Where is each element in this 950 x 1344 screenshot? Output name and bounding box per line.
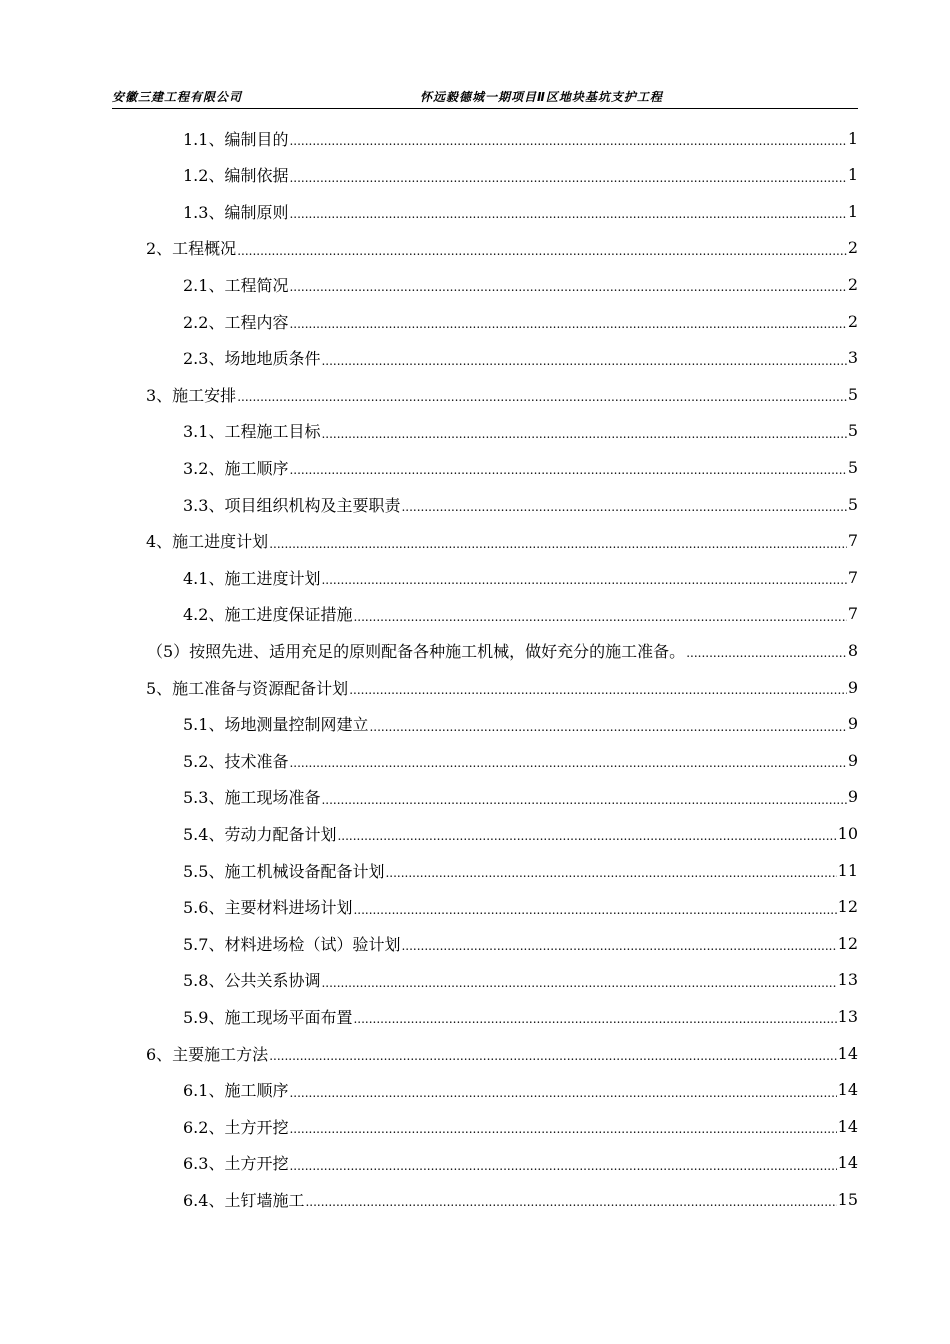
toc-entry-page-number: 12 [837,897,858,917]
toc-dot-leader [289,1160,836,1181]
toc-entry-title: 5、施工准备与资源配备计划 [146,678,349,698]
toc-entry[interactable] [183,1181,858,1217]
toc-entry-page-number: 2 [847,238,858,258]
toc-entry-title: 5.6、主要材料进场计划 [183,898,353,918]
toc-dot-leader [369,721,846,742]
toc-entry[interactable] [146,669,858,705]
toc-entry-title: 6.2、土方开挖 [183,1117,289,1137]
toc-entry-title: 4.1、施工进度计划 [183,568,321,588]
toc-dot-leader [289,1087,836,1108]
toc-dot-leader [289,208,846,229]
toc-entry[interactable] [183,1072,858,1108]
toc-dot-leader [385,867,836,888]
toc-entry-page-number: 2 [847,274,858,294]
toc-entry[interactable] [183,559,858,595]
toc-dot-leader [289,172,846,193]
toc-dot-leader [686,647,847,668]
toc-entry-page-number: 1 [847,128,858,148]
toc-dot-leader [337,830,836,851]
toc-entry-page-number: 9 [847,714,858,734]
toc-dot-leader [289,318,846,339]
toc-entry-title: 2.3、场地地质条件 [183,349,321,369]
toc-entry-page-number: 14 [837,1080,858,1100]
toc-entry-title: 5.4、劳动力配备计划 [183,824,337,844]
toc-entry[interactable] [183,340,858,376]
toc-entry-page-number: 9 [847,787,858,807]
toc-entry-page-number: 1 [847,201,858,221]
toc-dot-leader [353,611,846,632]
toc-dot-leader [289,464,846,485]
toc-entry[interactable] [146,230,858,266]
toc-entry[interactable] [183,815,858,851]
toc-entry-page-number: 15 [837,1189,858,1209]
toc-entry-title: 4.2、施工进度保证措施 [183,605,353,625]
toc-dot-leader [321,355,846,376]
toc-entry[interactable] [183,303,858,339]
toc-entry[interactable] [183,742,858,778]
toc-entry-page-number: 14 [837,1153,858,1173]
toc-dot-leader [353,904,836,925]
toc-entry-title: 5.1、场地测量控制网建立 [183,715,369,735]
toc-entry-page-number: 5 [847,421,858,441]
toc-dot-leader [269,1050,836,1071]
toc-entry[interactable] [183,706,858,742]
toc-entry[interactable] [183,413,858,449]
toc-dot-leader [321,428,846,449]
toc-entry-page-number: 11 [837,860,858,880]
toc-entry-title: 2.1、工程简况 [183,275,289,295]
toc-entry-title: 5.9、施工现场平面布置 [183,1007,353,1027]
toc-entry[interactable] [183,596,858,632]
toc-entry-page-number: 14 [837,1043,858,1063]
toc-dot-leader [349,684,847,705]
toc-entry-title: 6、主要施工方法 [146,1044,269,1064]
toc-entry[interactable] [183,120,858,156]
toc-entry-title: 5.3、施工现场准备 [183,788,321,808]
toc-entry[interactable] [183,157,858,193]
toc-entry-title: 6.4、土钉墙施工 [183,1190,305,1210]
toc-entry-page-number: 7 [847,531,858,551]
toc-entry[interactable] [183,266,858,302]
toc-dot-leader [305,1196,836,1217]
header-company: 安徽三建工程有限公司 [112,90,243,104]
toc-dot-leader [269,538,847,559]
toc-dot-leader [401,501,846,522]
toc-entry-page-number: 5 [847,457,858,477]
toc-entry[interactable] [183,1108,858,1144]
toc-entry-title: 3.2、施工顺序 [183,458,289,478]
toc-entry-title: 5.7、材料进场检（试）验计划 [183,934,401,954]
toc-entry-title: 3、施工安排 [146,385,237,405]
toc-dot-leader [289,757,846,778]
toc-entry[interactable] [183,449,858,485]
toc-dot-leader [321,977,836,998]
toc-entry-page-number: 8 [847,640,858,660]
toc-entry-page-number: 2 [847,311,858,331]
toc-entry[interactable] [146,1035,858,1071]
header-project-title: 怀远毅德城一期项目Ⅱ区地块基坑支护工程 [420,90,663,104]
toc-entry[interactable] [183,193,858,229]
toc-entry[interactable] [183,1145,858,1181]
toc-entry-page-number: 14 [837,1116,858,1136]
toc-dot-leader [289,281,846,302]
toc-entry-title: 1.2、编制依据 [183,166,289,186]
toc-entry-title: 2、工程概况 [146,239,237,259]
toc-entry-page-number: 9 [847,750,858,770]
toc-entry-title: 5.2、技术准备 [183,751,289,771]
toc-entry-page-number: 5 [847,384,858,404]
toc-entry-page-number: 12 [837,933,858,953]
toc-entry[interactable] [147,632,858,668]
toc-entry-title: 6.3、土方开挖 [183,1154,289,1174]
toc-entry[interactable] [183,779,858,815]
toc-dot-leader [289,135,846,156]
toc-entry-page-number: 7 [847,567,858,587]
toc-entry[interactable] [183,962,858,998]
toc-entry-page-number: 3 [847,348,858,368]
toc-dot-leader [401,940,836,961]
toc-entry-title: 5.8、公共关系协调 [183,971,321,991]
toc-entry-page-number: 9 [847,677,858,697]
toc-entry[interactable] [146,523,858,559]
toc-entry-title: 4、施工进度计划 [146,532,269,552]
toc-dot-leader [321,574,846,595]
toc-entry-title: 3.3、项目组织机构及主要职责 [183,495,401,515]
toc-dot-leader [289,1123,836,1144]
toc-entry-title: 1.1、编制目的 [183,129,289,149]
toc-entry[interactable] [183,998,858,1034]
toc-entry-title: 3.1、工程施工目标 [183,422,321,442]
toc-entry-page-number: 13 [837,1006,858,1026]
toc-dot-leader [237,245,847,266]
toc-entry-page-number: 5 [847,494,858,514]
toc-entry[interactable] [183,852,858,888]
toc-entry-title: 6.1、施工顺序 [183,1081,289,1101]
toc-entry-title: 1.3、编制原则 [183,202,289,222]
toc-entry-title: （5）按照先进、适用充足的原则配备各种施工机械，做好充分的施工准备。 [147,641,686,661]
toc-entry-page-number: 1 [847,165,858,185]
toc-entry[interactable] [183,925,858,961]
toc-entry-title: 2.2、工程内容 [183,312,289,332]
toc-entry-page-number: 13 [837,970,858,990]
toc-entry-title: 5.5、施工机械设备配备计划 [183,861,385,881]
toc-dot-leader [237,391,847,412]
toc-entry-page-number: 10 [837,823,858,843]
toc-entry[interactable] [183,486,858,522]
toc-entry-page-number: 7 [847,604,858,624]
toc-dot-leader [353,1013,836,1034]
page-header [112,88,858,109]
toc-entry[interactable] [146,376,858,412]
toc-entry[interactable] [183,889,858,925]
toc-dot-leader [321,794,846,815]
